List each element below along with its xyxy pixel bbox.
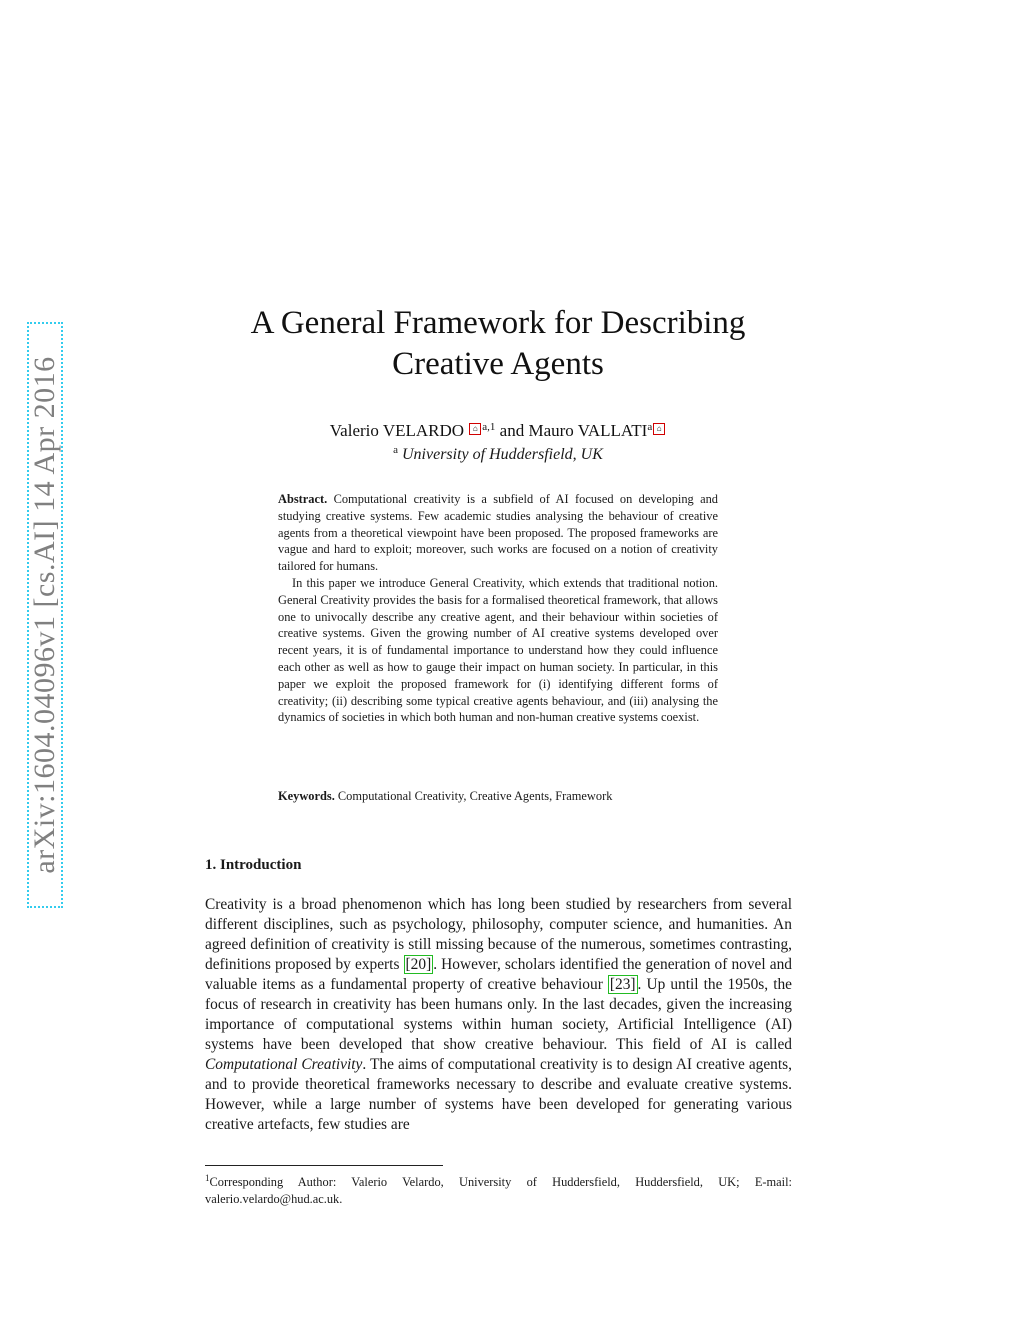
abstract-paragraph [278,491,718,575]
section-heading: 1. Introduction [205,857,302,873]
author-name: Mauro VALLATI [528,421,648,440]
author-affiliation-marks: a [647,421,653,433]
abstract-paragraph: In this paper we introduce General Creativity, which extends that traditional notion. General Creativity provides the basis for a formalised theoretical framework, that allows one to univocally describe any creative agent, and their behaviour within societies of creative systems. Given the growing number of AI creative systems developed over recent years, it is of fundamental importance to understand how they could influence each other as well as how to gauge their impact on human society. In particular, in this paper we exploit the proposed framework for (i) identifying different forms of creativity; (ii) describing some typical creative agents behaviour, and (iii) analysing the dynamics of societies in which both human and non-human creative systems coexist. [278,575,718,725]
arxiv-stamp [27,322,63,908]
footnote-mark: 1 [205,1173,210,1183]
emphasized-term: Computational Creativity [205,1056,363,1073]
body-paragraph [205,895,792,1135]
author-affiliation-marks: a,1 [482,421,496,433]
paper-title-line-1: A General Framework for Describing [250,305,746,341]
keywords [278,789,718,804]
affiliation [196,444,800,464]
body-text-segment: . However, scholars identified the generation of novel and valuable items as a fundamental property of creative behaviour [205,956,792,993]
orcid-link-icon[interactable]: ⌂ [653,423,665,435]
citation-link[interactable]: [23] [609,976,636,993]
footnote-text: Corresponding Author: Valerio Velardo, University of Huddersfield, Huddersfield, UK; E-mail: valerio.velardo@hud.ac.uk. [205,1175,792,1206]
author-conjunction: and [499,421,525,440]
author-name: Valerio VELARDO [329,421,465,440]
paper-title-line-2: Creative Agents [392,346,604,382]
footnote-rule [205,1165,443,1166]
keywords-text: Computational Creativity, Creative Agents, Framework [337,789,613,803]
abstract-text: Computational creativity is a subfield of AI focused on developing and studying creative systems. Few academic studies analysing the behaviour of creative agents from a theoretical viewpoint have been proposed. The proposed frameworks are vague and hard to exploit; moreover, such works are focused on a notion of creativity tailored for humans. [278,492,718,574]
affiliation-name: University of Huddersfield, UK [402,446,603,463]
arxiv-identifier[interactable]: arXiv:1604.04096v1 [cs.AI] 14 Apr 2016 [28,356,61,874]
keywords-label: Keywords. [278,789,335,803]
abstract [278,491,718,726]
author-list [196,421,800,441]
body-text-segment: . Up until the 1950s, the focus of research in creativity has been humans only. In the last decades, given the increasing importance of computational systems within human society, Artificial Intelligence (AI) systems have been developed that show creative behaviour. This field of AI is called [205,976,793,1053]
orcid-link-icon[interactable]: ⌂ [469,423,481,435]
citation-link[interactable]: [20] [405,956,432,973]
footnote [205,1170,792,1208]
abstract-label: Abstract. [278,492,328,506]
body-text-segment: Creativity is a broad phenomenon which has long been studied by researchers from several different disciplines, such as psychology, philosophy, computer science, and humanities. An agreed definition of creativity is still missing because of the numerous, sometimes contrasting, definitions proposed by experts [205,896,792,973]
affiliation-mark: a [393,444,398,456]
body-text-segment: . The aims of computational creativity is to design AI creative agents, and to provide theoretical frameworks necessary to describe and evaluate creative systems. However, while a large number of systems have been developed for generating various creative artefacts, few studies are [205,1056,792,1133]
